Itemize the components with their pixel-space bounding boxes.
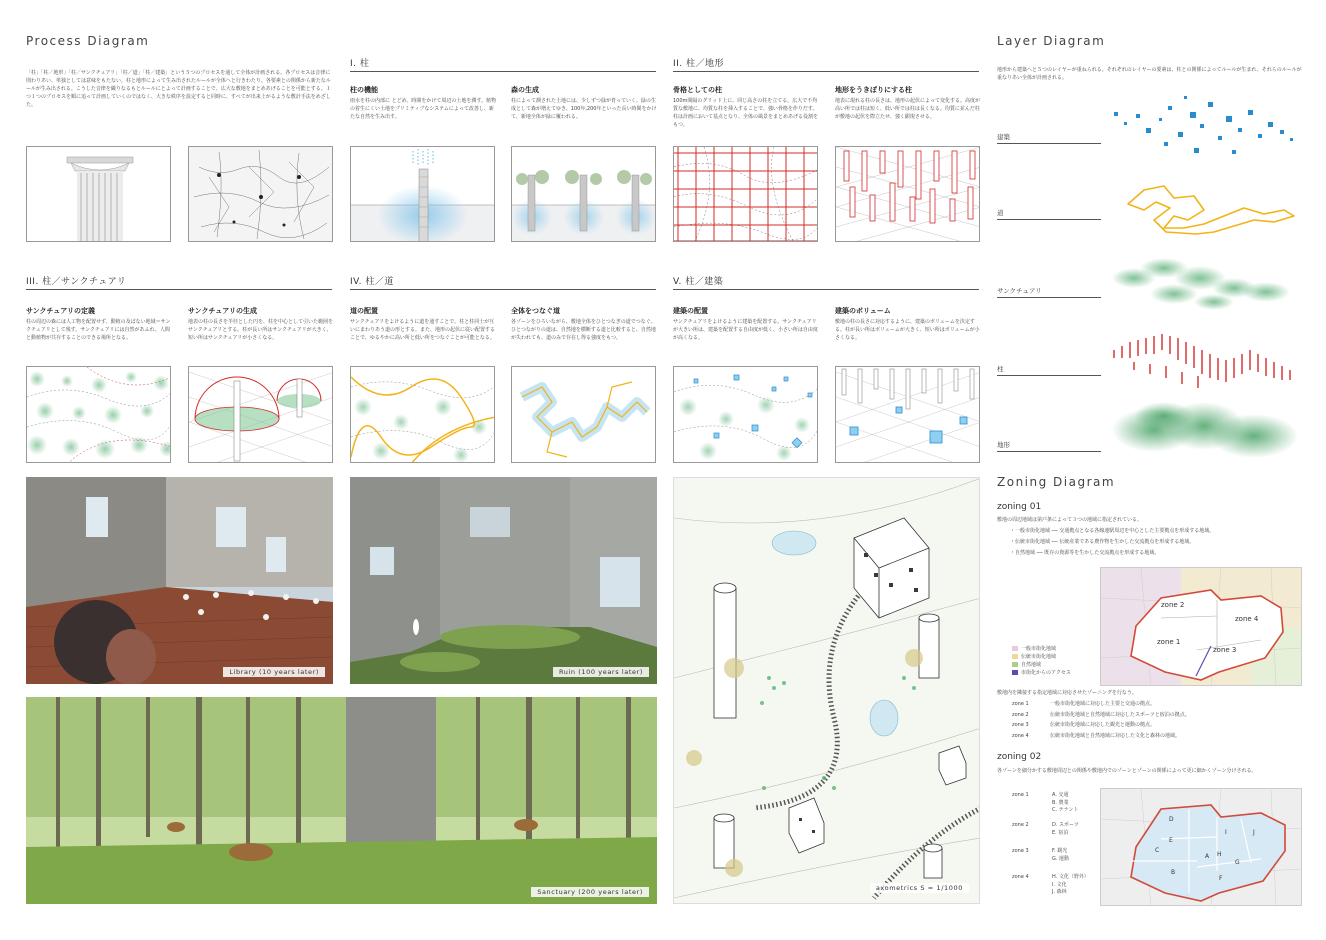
legend-label: 市街化からのアクセス xyxy=(1021,669,1071,676)
terrain-pillars-panel xyxy=(835,146,980,242)
sanctuary-caption: Sanctuary (200 years later) xyxy=(531,887,649,897)
layer-intro-text: 地形から建築へと５つのレイヤーが重ねられる。それぞれのレイヤーの要素は、柱との関係によってルールが生まれ、それらのルールが重なりあい全体が計画される。 xyxy=(997,67,1302,81)
zone-id: zone 2 xyxy=(1012,822,1029,828)
pillar-water-drawing xyxy=(351,147,495,242)
section-3-item-2-text: 地表の柱の長さを半径とした円を、柱を中心として引いた範囲をサンクチュアリとする。柱が長い所はサンクチュアリが大きく、短い所はサンクチュアリが小さくなる。 xyxy=(188,319,334,341)
zoning-02-map xyxy=(1100,788,1302,906)
layer-road xyxy=(1104,176,1304,236)
section-1-item-2-title: 森の生成 xyxy=(511,86,539,94)
section-5-item-2-text: 敷地の柱の長さに対応するように、建築のボリュームを決定する。柱が長い所はボリュームが大きく、短い所はボリュームが小さくなる。 xyxy=(835,319,980,341)
zone-desc: 伝統市街化地域と自然地域に対応したスポーツと宿泊の拠点。 xyxy=(1050,711,1190,718)
library-scene xyxy=(26,477,333,684)
zone-desc: 一般市街化地域に対応した主要と交通の拠点。 xyxy=(1050,701,1156,707)
section-2-item-2-title: 地形をうきぼりにする柱 xyxy=(835,86,912,94)
sanctuary-forest-scene xyxy=(26,697,657,904)
section-heading-1: I. 柱 xyxy=(350,56,656,72)
zone2-letter-b: B xyxy=(1171,869,1176,876)
section-4-item-2-text: 各ゾーンをひろいながら、敷地全体をひとつなぎの道でつなぐ。ひとつながりの道は、自然地を横断する道と比較すると、自然地が失われても、道のみで存在し得る強度をもつ。 xyxy=(511,319,656,341)
layer-label-terrain: 地形 xyxy=(997,440,1101,452)
connecting-road-panel xyxy=(511,366,656,463)
section-heading-2: II. 柱／地形 xyxy=(673,56,979,72)
zone-id: zone 3 xyxy=(1012,848,1029,854)
zoning-diagram-title: Zoning Diagram xyxy=(997,475,1116,489)
zone-subitem: G. 運動 xyxy=(1052,855,1070,862)
section-1-item-1-text: 雨水を柱の内部に とどめ、時間をかけて周辺の土地を潤す。植物の着生にくい土地をプリミティブなシステムによって改善し、新たな自然を生み出す。 xyxy=(350,98,496,120)
zone-id: zone 1 xyxy=(1012,701,1029,707)
section-2-item-2-text: 地表に現れる柱の長さは、地形の起伏によって変化する。高度が高い所では柱は短く、低い所では柱は長くなる。均質に並んだ柱が敷地の起伏を際立たせ、強く顕現させる。 xyxy=(835,98,981,120)
layer-sanctuary xyxy=(1104,248,1304,318)
zone2-letter-j: J xyxy=(1253,829,1255,836)
section-5-item-1-title: 建築の配置 xyxy=(673,307,708,315)
ruin-rendering xyxy=(350,477,657,684)
red-grid-drawing xyxy=(674,147,818,242)
axonometric-site-plan xyxy=(674,478,980,904)
zone-subitems xyxy=(1052,822,1079,848)
building-volume-drawing xyxy=(836,367,980,463)
zone2-letter-f: F xyxy=(1219,875,1223,882)
zone-id: zone 1 xyxy=(1012,792,1029,798)
zoning-01-map xyxy=(1100,567,1302,686)
layer-building xyxy=(1104,92,1304,172)
section-heading-4: IV. 柱／道 xyxy=(350,274,656,290)
zone2-row-4 xyxy=(1012,874,1089,897)
doric-column-drawing xyxy=(27,147,171,242)
section-3-item-1-text: 柱の周辺の森には人工物を配置せず、動植の及ばない地域＝サンクチュアリとして残す。サンクチュアリには自然があふれ、人間と動植物が共存することのできる場所となる。 xyxy=(26,319,171,341)
zone2-letter-h: H xyxy=(1217,851,1222,858)
zone2-letter-e: E xyxy=(1169,837,1173,844)
section-4-item-1-title: 道の配置 xyxy=(350,307,378,315)
section-5-item-1-text: サンクチュアリをよけるように建築を配置する。サンクチュアリが大きい所は、建築を配置する自由度が低く、小さい所は自由度が高くなる。 xyxy=(673,319,818,341)
legend-row-traditional xyxy=(1012,652,1071,660)
zone-label-2: zone 2 xyxy=(1161,601,1185,609)
zone-id: zone 4 xyxy=(1012,874,1029,880)
legend-swatch xyxy=(1012,654,1018,659)
sanctuary-generation-panel xyxy=(188,366,333,463)
section-2-item-1-text: 100m間隔のグリッド上に、同じ高さの柱を立てる。広大で不均質な敷地に、均質な柱を挿入することで、強い骨格を作りだす。柱は計画において基点となり、全体の風景をまとめあげる役割をもつ。 xyxy=(673,98,819,128)
pillar-function-panel xyxy=(350,146,495,242)
root-network-drawing xyxy=(189,147,333,242)
section-heading-3: III. 柱／サンクチュアリ xyxy=(26,274,332,290)
zone2-row-3 xyxy=(1012,848,1089,874)
layer-label-sanctuary: サンクチュアリ xyxy=(997,286,1101,298)
zoning-legend xyxy=(1012,644,1071,676)
zoning-02-zone-list xyxy=(1012,792,1089,897)
zone-row-4 xyxy=(1012,733,1190,741)
zone2-letter-c: C xyxy=(1155,847,1160,854)
zone2-letter-d: D xyxy=(1169,816,1174,823)
zone-label-3: zone 3 xyxy=(1213,646,1237,654)
zone2-letter-g: G xyxy=(1235,859,1240,866)
zone-id: zone 2 xyxy=(1012,711,1029,718)
zone2-letter-i: I xyxy=(1225,829,1227,836)
layer-label-road: 道 xyxy=(997,208,1101,220)
sanctuary-definition-panel xyxy=(26,366,171,463)
zoning-01-item-2: ・伝統市街化地域 ── 伝統産業である農作物を生かした交流拠点を形成する地域。 xyxy=(1010,539,1195,545)
zone-subitem: J. 森林 xyxy=(1052,889,1067,895)
legend-label: 自然地域 xyxy=(1021,661,1042,668)
road-placement-panel xyxy=(350,366,495,463)
zone-subitems xyxy=(1052,792,1078,822)
forest-generation-panel xyxy=(511,146,656,242)
zone-id: zone 3 xyxy=(1012,722,1029,728)
process-intro-text: 「柱」「柱／地形」「柱／サンクチュアリ」「柱／道」「柱／建築」という５つのプロセスを通して全体が計画される。各プロセスは音律に則わりあい、単独としては意味をもたない。柱と地形によって生み出されたルールが全体へと行きわたり、各要素との関係から新たなルールが生み出される。こうした音律を織りなるもとルールにとよって計画することで、広大な敷地をまとめあげることを可能とする。１つ１つのプロセスを順に追って計画していくのではなく、大きな秩序を設定すると同時に、すべてが出来上がるような敷計手法をめざした。 xyxy=(26,70,331,108)
section-5-item-2-title: 建築のボリューム xyxy=(835,307,891,315)
zone-label-1: zone 1 xyxy=(1157,638,1181,646)
road-layer-shape xyxy=(1104,176,1304,236)
grid-skeleton-panel xyxy=(673,146,818,242)
zoning-01-title: zoning 01 xyxy=(997,502,1042,512)
axonometric-caption: axometrics S = 1/1000 xyxy=(870,883,969,893)
zone-subitem: B. 農業 xyxy=(1052,799,1069,806)
ruin-caption: Ruin (100 years later) xyxy=(553,667,649,677)
section-3-item-2-title: サンクチュアリの生成 xyxy=(188,307,258,315)
zone-subitems xyxy=(1052,874,1089,897)
axonometric-drawing xyxy=(673,477,980,904)
building-placement-panel xyxy=(673,366,818,463)
zone-subitem: D. スポーツ xyxy=(1052,822,1079,828)
zone-row-2 xyxy=(1012,712,1190,720)
zoning-01-item-3: ・自然地域 ── 既存の資源等を生かした交流拠点を形成する地域。 xyxy=(1010,550,1160,556)
sanctuary-dots-drawing xyxy=(27,367,171,463)
zone-id: zone 4 xyxy=(1012,732,1029,739)
sanctuary-domes-drawing xyxy=(189,367,333,463)
legend-row-access xyxy=(1012,668,1071,676)
sanctuary-layer-shape xyxy=(1104,248,1304,318)
zoning-02-intro: 各ゾーンを細分かする敷地周辺との関係や敷地内でのゾーンとゾーンの関係によって更に細かくゾーン分けされる。 xyxy=(997,768,1257,774)
zone-subitem: C. テナント xyxy=(1052,807,1079,813)
layer-terrain xyxy=(1104,396,1304,462)
section-2-item-1-title: 骨格としての柱 xyxy=(673,86,722,94)
road-orange-drawing xyxy=(351,367,495,463)
mycelium-image xyxy=(188,146,333,242)
sanctuary-rendering xyxy=(26,697,657,904)
road-network-drawing xyxy=(512,367,656,463)
zone2-row-2 xyxy=(1012,822,1089,848)
zoning-01-note: 敷地内を隣接する指定地域に対応させたゾーニングを行なう。 xyxy=(997,690,1137,696)
zone-row-1 xyxy=(1012,701,1190,709)
zone-subitems xyxy=(1052,848,1069,874)
legend-row-general xyxy=(1012,644,1071,652)
zone-subitem: A. 交通 xyxy=(1052,792,1069,798)
terrain-layer-shape xyxy=(1104,396,1304,462)
section-1-item-2-text: 柱によって潤された土地には、少しずつ緑が育っていく。緑の生成として森が増えてゆき、100年,200年といった長い時間をかけて、新地全体が緑に覆われる。 xyxy=(511,98,657,120)
library-caption: Library (10 years later) xyxy=(223,667,325,677)
legend-row-nature xyxy=(1012,660,1071,668)
section-4-item-2-title: 全体をつなぐ道 xyxy=(511,307,560,315)
legend-swatch xyxy=(1012,646,1018,651)
process-diagram-title: Process Diagram xyxy=(26,34,150,48)
pillar-layer-shape xyxy=(1104,324,1304,394)
zoning-02-title: zoning 02 xyxy=(997,752,1042,762)
building-blue-drawing xyxy=(674,367,818,463)
layer-label-building: 建築 xyxy=(997,132,1101,144)
zoning-02-map-drawing xyxy=(1101,789,1302,906)
zoning-01-intro: 敷地の周辺地域は第戸条によって３つの地域に指定されている。 xyxy=(997,517,1143,523)
building-layer-shape xyxy=(1104,92,1304,172)
zone-subitem: I. 文化 xyxy=(1052,881,1067,888)
zone-desc: 伝統市街化地域に対応した観光と運動の拠点。 xyxy=(1050,722,1156,728)
terrain-pillars-drawing xyxy=(836,147,980,242)
zoning-01-item-1: ・一般市街化地域 ── 交通拠点となる各線連駅周辺を中心とした主要拠点を形成する地域。 xyxy=(1010,528,1215,534)
zone-row-3 xyxy=(1012,722,1190,730)
layer-diagram-title: Layer Diagram xyxy=(997,34,1106,48)
zone-subitem: F. 観光 xyxy=(1052,848,1068,854)
zoning-01-zone-list xyxy=(1012,701,1190,740)
ruin-scene xyxy=(350,477,657,684)
section-1-item-1-title: 柱の機能 xyxy=(350,86,378,94)
legend-label: 一般市街化地域 xyxy=(1021,645,1057,652)
layer-label-pillar: 柱 xyxy=(997,364,1101,376)
zone-subitem: E. 宿泊 xyxy=(1052,829,1069,836)
column-image xyxy=(26,146,171,242)
section-heading-5: V. 柱／建築 xyxy=(673,274,979,290)
legend-swatch xyxy=(1012,662,1018,667)
zone-subitem: H. 文化（野外） xyxy=(1052,874,1089,880)
legend-swatch xyxy=(1012,670,1018,675)
zone2-letter-a: A xyxy=(1205,853,1210,860)
building-volume-panel xyxy=(835,366,980,463)
zone-label-4: zone 4 xyxy=(1235,615,1259,623)
zoning-01-map-drawing xyxy=(1101,568,1302,686)
section-3-item-1-title: サンクチュアリの定義 xyxy=(26,307,96,315)
zone2-row-1 xyxy=(1012,792,1089,822)
library-rendering xyxy=(26,477,333,684)
zone-desc: 伝統市街化地域と自然地域に対応した文化と森林の地域。 xyxy=(1050,732,1181,739)
layer-pillar xyxy=(1104,324,1304,394)
legend-label: 伝統市街化地域 xyxy=(1021,653,1057,660)
section-4-item-1-text: サンクチュアリをよけるように道を通すことで、柱と柱同士が互いにまわりあう道の形とする。また、地形の起伏に従い配置することで、ゆるやかに高い所と低い所をつなぐことが可能となる。 xyxy=(350,319,496,341)
pillars-forest-drawing xyxy=(512,147,656,242)
